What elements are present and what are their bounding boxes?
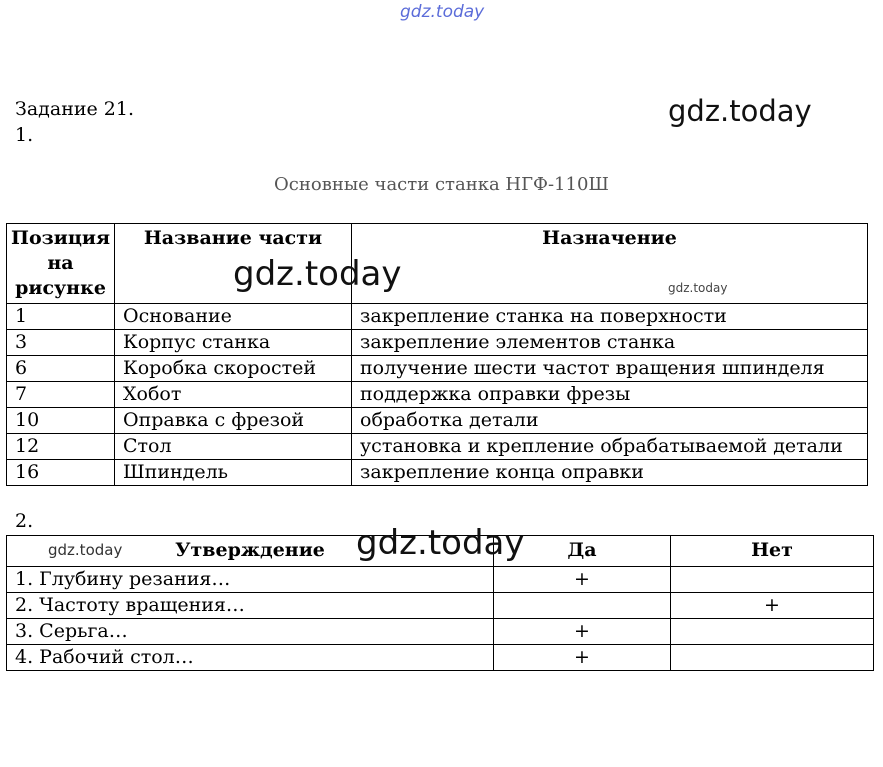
watermark-table2-small: gdz.today <box>48 541 123 559</box>
cell-position: 1 <box>7 304 115 330</box>
cell-purpose: закрепление конца оправки <box>352 460 868 486</box>
cell-yes-mark: + <box>494 619 671 645</box>
task-title: Задание 21. <box>15 98 135 120</box>
cell-purpose: поддержка оправки фрезы <box>352 382 868 408</box>
cell-position: 10 <box>7 408 115 434</box>
cell-part-name: Основание <box>115 304 352 330</box>
table-subtitle: Основные части станка НГФ-110Ш <box>274 174 609 195</box>
part1-number: 1. <box>15 124 34 146</box>
cell-no-mark: + <box>671 593 874 619</box>
header-no: Нет <box>671 536 874 567</box>
parts-row <box>7 382 868 408</box>
cell-statement: 3. Серьга… <box>7 619 494 645</box>
cell-no-mark <box>671 619 874 645</box>
cell-part-name: Стол <box>115 434 352 460</box>
header-statement: Утверждение <box>7 536 494 567</box>
parts-row <box>7 408 868 434</box>
cell-part-name: Оправка с фрезой <box>115 408 352 434</box>
watermark-top: gdz.today <box>400 2 485 22</box>
cell-part-name: Хобот <box>115 382 352 408</box>
cell-purpose: закрепление элементов станка <box>352 330 868 356</box>
parts-row <box>7 460 868 486</box>
cell-part-name: Шпиндель <box>115 460 352 486</box>
parts-row <box>7 304 868 330</box>
cell-statement: 1. Глубину резания… <box>7 567 494 593</box>
cell-purpose: закрепление станка на поверхности <box>352 304 868 330</box>
parts-row <box>7 356 868 382</box>
cell-position: 7 <box>7 382 115 408</box>
cell-purpose: обработка детали <box>352 408 868 434</box>
parts-row <box>7 434 868 460</box>
cell-yes-mark <box>494 593 671 619</box>
cell-yes-mark: + <box>494 567 671 593</box>
parts-header-row <box>7 224 868 304</box>
parts-row <box>7 330 868 356</box>
statement-row <box>7 567 874 593</box>
statement-row <box>7 593 874 619</box>
cell-position: 6 <box>7 356 115 382</box>
cell-position: 12 <box>7 434 115 460</box>
cell-statement: 4. Рабочий стол… <box>7 645 494 671</box>
cell-position: 3 <box>7 330 115 356</box>
watermark-right: gdz.today <box>668 94 812 128</box>
part2-number: 2. <box>15 510 34 532</box>
cell-purpose: получение шести частот вращения шпинделя <box>352 356 868 382</box>
cell-position: 16 <box>7 460 115 486</box>
cell-statement: 2. Частоту вращения… <box>7 593 494 619</box>
header-purpose: Назначение <box>352 224 868 304</box>
parts-table <box>6 223 868 486</box>
header-yes: Да <box>494 536 671 567</box>
watermark-table2-big: gdz.today <box>356 523 525 563</box>
cell-part-name: Корпус станка <box>115 330 352 356</box>
cell-part-name: Коробка скоростей <box>115 356 352 382</box>
watermark-table1-small: gdz.today <box>668 281 728 295</box>
header-part-name: Название части <box>115 224 352 304</box>
header-position: Позиция на рисунке <box>7 224 115 304</box>
cell-no-mark <box>671 645 874 671</box>
cell-no-mark <box>671 567 874 593</box>
cell-purpose: установка и крепление обрабатываемой детали <box>352 434 868 460</box>
watermark-table1-big: gdz.today <box>233 254 402 294</box>
cell-yes-mark: + <box>494 645 671 671</box>
statement-row <box>7 645 874 671</box>
statement-row <box>7 619 874 645</box>
